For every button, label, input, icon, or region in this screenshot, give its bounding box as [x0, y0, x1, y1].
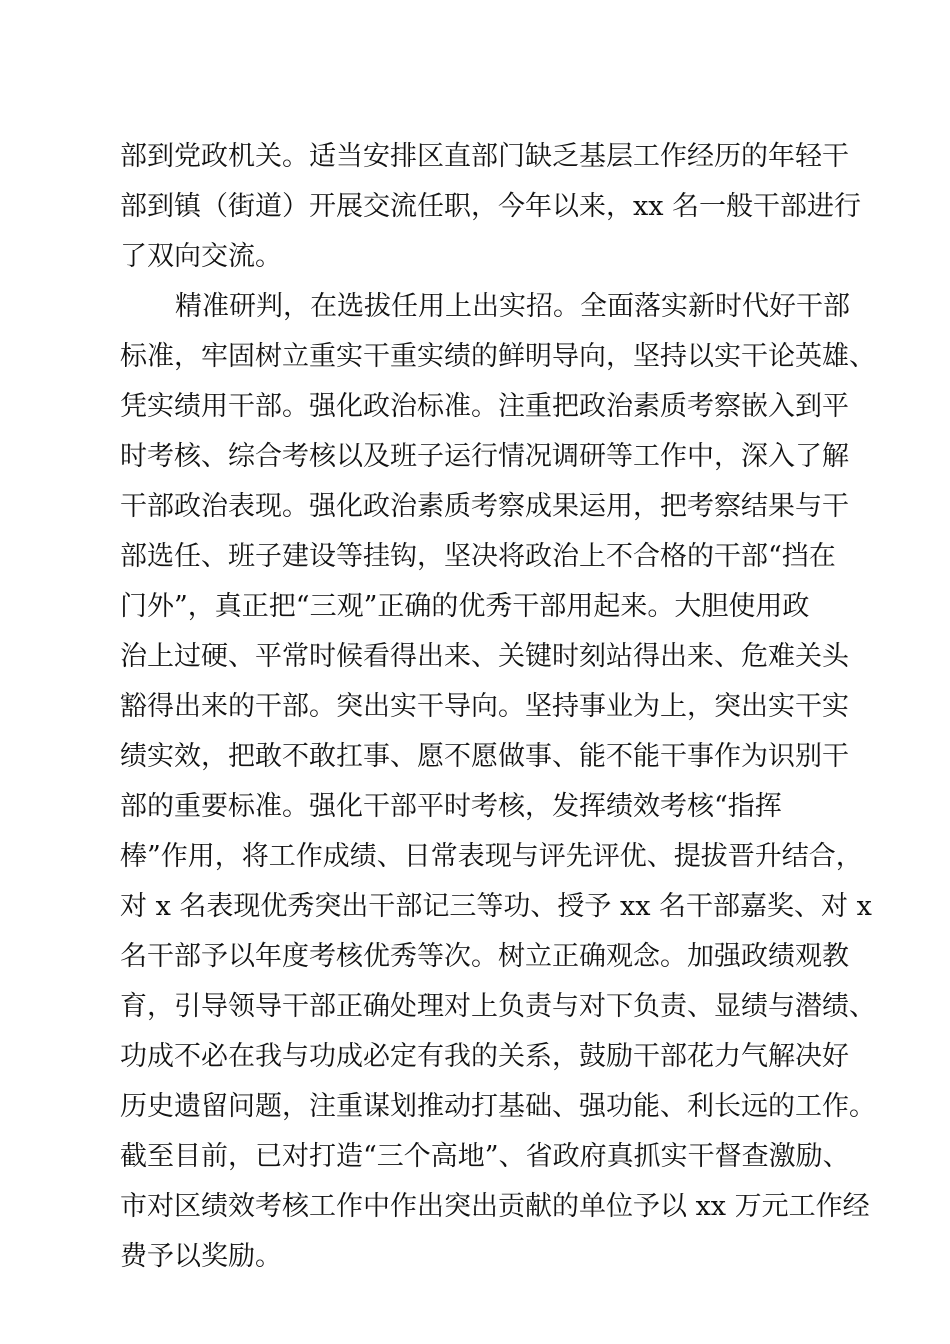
paragraph-first-line: 精准研判，在选拔任用上出实招。全面落实新时代好干部: [175, 291, 850, 322]
text-line: 门外”，真正把“三观”正确的优秀干部用起来。大胆使用政: [120, 591, 810, 622]
text-line: 治上过硬、平常时候看得出来、关键时刻站得出来、危难关头: [120, 641, 849, 672]
text-line: 时考核、综合考核以及班子运行情况调研等工作中，深入了解: [120, 441, 849, 472]
text-line: 棒”作用，将工作成绩、日常表现与评先评优、提拔晋升结合，: [120, 841, 863, 872]
text-line: 对 x 名表现优秀突出干部记三等功、授予 xx 名干部嘉奖、对 x: [120, 891, 872, 922]
text-line: 豁得出来的干部。突出实干导向。坚持事业为上，突出实干实: [120, 691, 849, 722]
text-line: 部到党政机关。适当安排区直部门缺乏基层工作经历的年轻干: [120, 141, 849, 172]
text-line: 费予以奖励。: [120, 1241, 282, 1272]
text-line: 名干部予以年度考核优秀等次。树立正确观念。加强政绩观教: [120, 941, 849, 972]
text-line: 育，引导领导干部正确处理对上负责与对下负责、显绩与潜绩、: [120, 991, 876, 1022]
text-line: 历史遗留问题，注重谋划推动打基础、强功能、利长远的工作。: [120, 1091, 876, 1122]
text-line: 截至目前，已对打造“三个高地”、省政府真抓实干督查激励、: [120, 1141, 850, 1172]
text-line: 部的重要标准。强化干部平时考核，发挥绩效考核“指挥: [120, 791, 782, 822]
text-line: 部选任、班子建设等挂钩，坚决将政治上不合格的干部“挡在: [120, 541, 836, 572]
text-line: 标准，牢固树立重实干重实绩的鲜明导向，坚持以实干论英雄、: [120, 341, 876, 372]
text-line: 市对区绩效考核工作中作出突出贡献的单位予以 xx 万元工作经: [120, 1191, 870, 1222]
text-line: 干部政治表现。强化政治素质考察成果运用，把考察结果与干: [120, 491, 849, 522]
text-line: 了双向交流。: [120, 241, 282, 272]
text-line: 功成不必在我与功成必定有我的关系，鼓励干部花力气解决好: [120, 1041, 849, 1072]
text-line: 绩实效，把敢不敢扛事、愿不愿做事、能不能干事作为识别干: [120, 741, 849, 772]
text-line: 部到镇（街道）开展交流任职，今年以来，xx 名一般干部进行: [120, 191, 862, 222]
text-line: 凭实绩用干部。强化政治标准。注重把政治素质考察嵌入到平: [120, 391, 849, 422]
